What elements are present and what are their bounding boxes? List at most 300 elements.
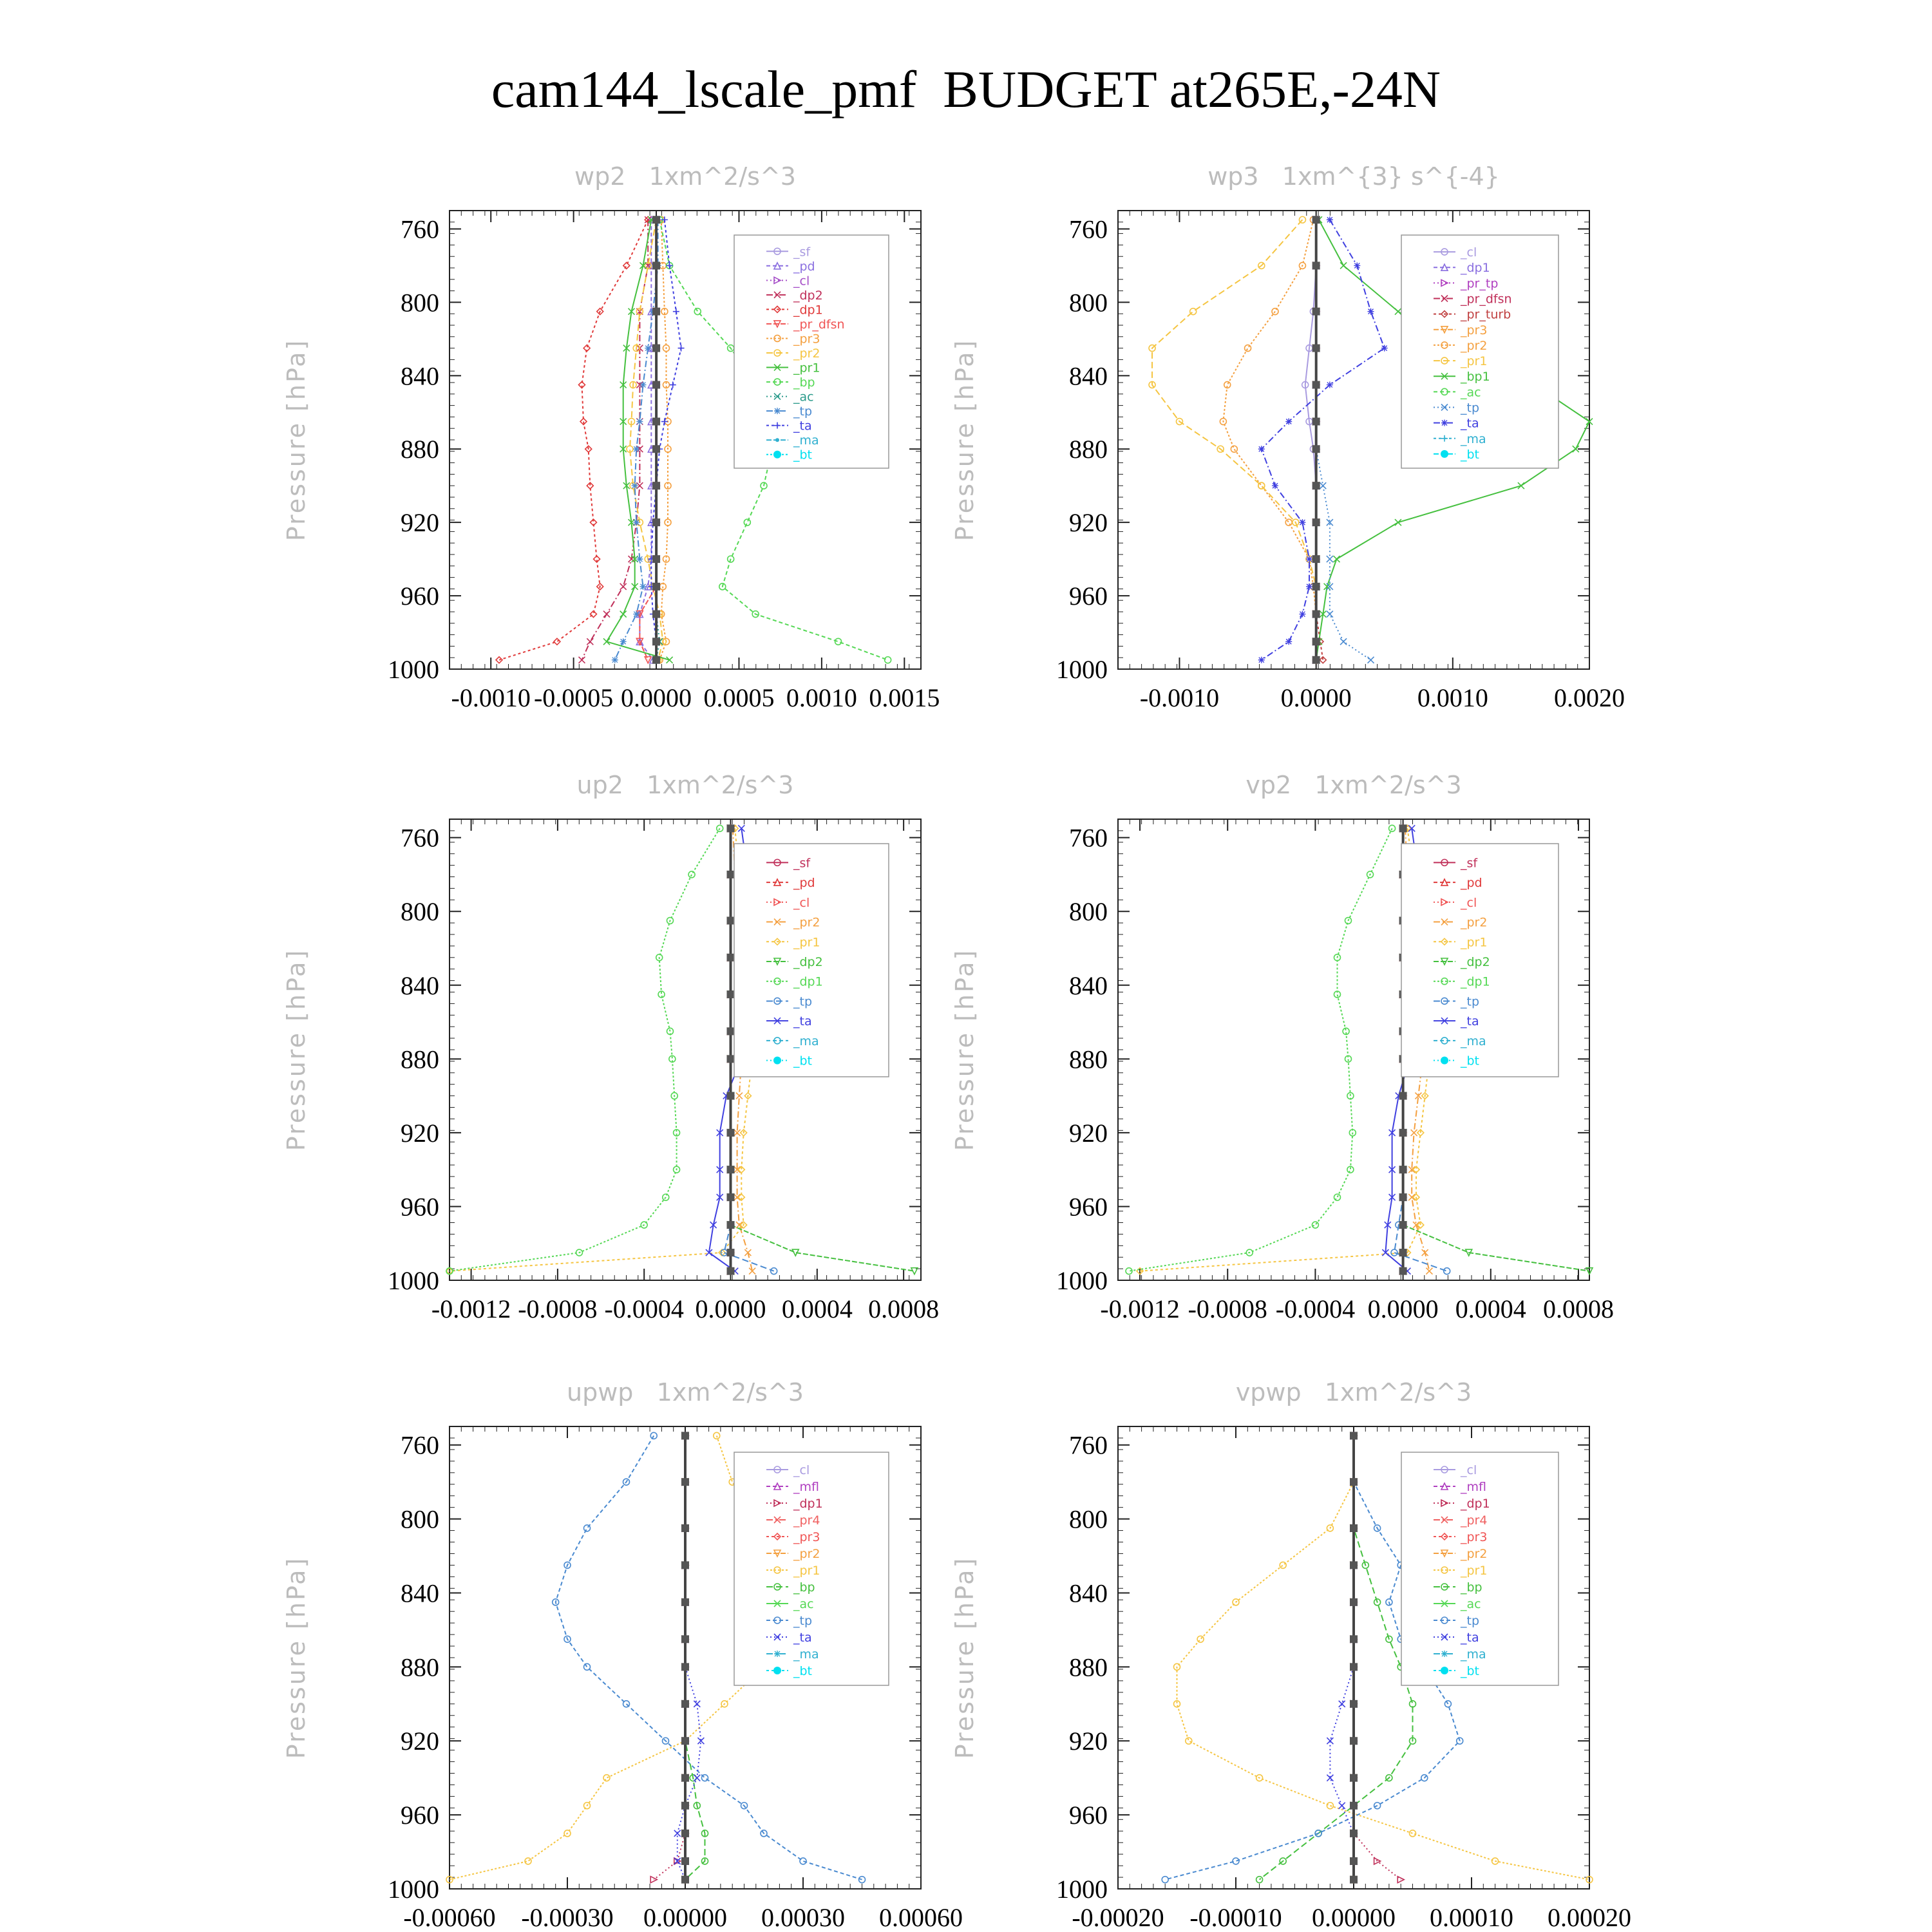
data-point <box>694 1775 700 1781</box>
legend <box>734 844 889 1077</box>
data-point <box>1381 345 1388 352</box>
data-point <box>1368 657 1374 663</box>
data-point <box>620 611 627 618</box>
data-point <box>1368 308 1374 315</box>
series-line-dp1 <box>450 828 720 1271</box>
x-tick-label: 0.0015 <box>869 683 940 712</box>
legend-label: _pr2 <box>1461 915 1488 930</box>
data-point <box>800 1858 806 1864</box>
series-line-cl <box>1305 220 1316 660</box>
y-tick-label: 760 <box>401 214 439 244</box>
data-point <box>1399 824 1407 832</box>
legend-label: _cl <box>793 895 810 910</box>
data-point <box>1197 1636 1204 1642</box>
data-point <box>681 1635 689 1643</box>
legend-label: _pr2 <box>793 915 820 930</box>
panel-5 <box>282 1378 963 1932</box>
data-point <box>681 1432 689 1439</box>
legend-label: _bt <box>793 448 813 462</box>
data-point <box>727 871 735 878</box>
x-tick-label: -0.0008 <box>1188 1294 1267 1323</box>
data-point <box>652 345 660 352</box>
data-point <box>859 1877 866 1883</box>
data-point <box>681 1737 689 1745</box>
legend-label: _ta <box>1461 416 1479 431</box>
y-tick-label: 880 <box>1069 1653 1108 1682</box>
legend-label: _sf <box>793 856 811 871</box>
data-point <box>1272 482 1278 489</box>
legend-label: _dp1 <box>793 1497 823 1511</box>
data-point <box>652 656 660 664</box>
series-line-dp1 <box>1129 828 1392 1271</box>
series-line-pr1 <box>450 828 754 1271</box>
x-tick-label: 0.0004 <box>1455 1294 1526 1323</box>
data-point <box>650 1432 657 1439</box>
y-tick-label: 960 <box>401 582 439 611</box>
data-point <box>727 1092 735 1100</box>
legend-label: _ac <box>1461 385 1481 400</box>
data-point <box>1444 1268 1450 1274</box>
legend-label: _pr_turb <box>1461 307 1511 322</box>
legend-label: _dp1 <box>1461 974 1490 989</box>
data-point <box>1397 1877 1404 1883</box>
y-tick-label: 1000 <box>1056 1266 1108 1295</box>
legend-label: _pr2 <box>793 1547 820 1561</box>
data-point <box>633 519 639 526</box>
y-tick-label: 880 <box>401 435 439 464</box>
data-point <box>1312 418 1320 426</box>
data-point <box>727 1027 735 1035</box>
legend-label: _pr2 <box>1461 1547 1488 1561</box>
data-point <box>640 583 647 590</box>
data-point <box>736 1093 743 1099</box>
data-point <box>1333 556 1340 562</box>
legend-label: _pr2 <box>793 346 820 361</box>
data-point <box>681 1561 689 1569</box>
legend-label: _pr1 <box>1461 935 1488 950</box>
data-point <box>1231 446 1237 452</box>
data-point <box>1350 1524 1358 1532</box>
data-point <box>1399 1249 1407 1256</box>
panel-title: up2 1xm^2/s^3 <box>576 771 794 799</box>
y-axis-label: Pressure [hPa] <box>282 338 310 542</box>
data-point <box>702 1775 708 1781</box>
data-point <box>1258 657 1265 663</box>
data-point <box>1285 519 1292 526</box>
data-point <box>1245 345 1251 352</box>
legend-label: _cl <box>793 1463 810 1477</box>
data-point <box>1312 482 1320 489</box>
data-point <box>1299 611 1305 618</box>
x-tick-label: 0.0000 <box>695 1294 766 1323</box>
data-point <box>1350 1774 1358 1782</box>
data-point <box>652 583 660 591</box>
panel-title: vp2 1xm^2/s^3 <box>1245 771 1462 799</box>
legend <box>1401 844 1558 1077</box>
panel-6 <box>951 1378 1631 1932</box>
y-tick-label: 800 <box>1069 1504 1108 1534</box>
data-point <box>1306 556 1312 562</box>
data-point <box>727 954 735 961</box>
data-point <box>554 638 560 645</box>
data-point <box>652 638 660 645</box>
data-point <box>674 1830 681 1837</box>
series-line-ta <box>677 1435 701 1879</box>
x-tick-label: 0.00030 <box>761 1903 845 1932</box>
data-point <box>603 611 610 618</box>
data-point <box>1426 1268 1432 1274</box>
x-tick-label: -0.00060 <box>403 1903 496 1932</box>
series-line-dp1 <box>1354 1435 1401 1879</box>
data-point <box>727 1166 735 1173</box>
legend-label: _pr3 <box>1461 323 1488 337</box>
y-tick-label: 880 <box>1069 435 1108 464</box>
data-point <box>727 990 735 998</box>
y-tick-label: 760 <box>1069 823 1108 853</box>
data-point <box>636 419 643 425</box>
legend-label: _pr_tp <box>1461 276 1499 291</box>
legend-label: _mfl <box>1461 1480 1486 1494</box>
data-point <box>1312 518 1320 526</box>
x-tick-label: 0.0000 <box>621 683 692 712</box>
legend-label: _pr1 <box>1461 354 1488 369</box>
legend-marker <box>773 451 781 459</box>
data-point <box>681 1876 689 1884</box>
data-point <box>652 381 660 389</box>
data-point <box>1190 308 1197 315</box>
legend-label: _dp2 <box>793 955 823 969</box>
data-point <box>1162 1877 1168 1883</box>
data-point <box>1399 1092 1407 1100</box>
legend-label: _dp2 <box>793 288 823 303</box>
legend-label: _tp <box>793 994 813 1009</box>
y-tick-label: 960 <box>1069 1801 1108 1830</box>
x-tick-label: 0.00000 <box>643 1903 727 1932</box>
y-tick-label: 920 <box>1069 508 1108 538</box>
legend-label: _pr2 <box>1461 338 1488 353</box>
data-point <box>678 345 685 352</box>
data-point <box>578 657 585 663</box>
y-tick-label: 1000 <box>1056 655 1108 684</box>
y-tick-label: 800 <box>401 897 439 927</box>
y-tick-label: 920 <box>401 1727 439 1756</box>
y-tick-label: 800 <box>401 1504 439 1534</box>
legend-label: _ma <box>1461 1034 1486 1048</box>
data-point <box>1391 1249 1397 1256</box>
data-point <box>1312 555 1320 563</box>
y-axis-label: Pressure [hPa] <box>951 948 979 1151</box>
y-tick-label: 880 <box>1069 1045 1108 1074</box>
data-point <box>620 583 627 590</box>
series-line-bp <box>685 1435 705 1879</box>
legend-label: _ta <box>1461 1014 1479 1029</box>
data-point <box>688 871 695 878</box>
data-point <box>1285 638 1292 645</box>
data-point <box>1312 445 1320 453</box>
data-point <box>727 824 735 832</box>
data-point <box>1350 1432 1358 1439</box>
x-tick-label: 0.00000 <box>1312 1903 1396 1932</box>
panel-title: upwp 1xm^2/s^3 <box>567 1378 804 1406</box>
data-point <box>1258 446 1265 452</box>
y-tick-label: 960 <box>401 1192 439 1222</box>
series-line-pr-dfsn <box>639 220 656 660</box>
data-point <box>612 657 618 663</box>
data-point <box>1339 1803 1345 1809</box>
legend-label: _pd <box>793 876 815 891</box>
data-point <box>727 1129 735 1137</box>
data-point <box>727 1221 735 1229</box>
legend-label: _pr3 <box>793 332 820 346</box>
figure-title: cam144_lscale_pmf BUDGET at265E,-24N <box>491 60 1441 118</box>
x-tick-label: 0.0020 <box>1554 683 1625 712</box>
data-point <box>1408 1194 1415 1200</box>
series-line-dp1 <box>499 220 648 660</box>
y-tick-label: 880 <box>401 1045 439 1074</box>
legend-label: _bt <box>793 1054 813 1068</box>
series-line-dp1 <box>654 1435 685 1879</box>
data-point <box>681 1857 689 1865</box>
x-tick-label: 0.0004 <box>781 1294 853 1323</box>
legend-marker <box>1441 1667 1448 1674</box>
x-tick-label: 0.00020 <box>1548 1903 1631 1932</box>
data-point <box>1312 308 1320 316</box>
y-tick-label: 800 <box>401 288 439 317</box>
data-point <box>1410 1830 1416 1837</box>
legend-label: _ma <box>793 433 819 448</box>
y-tick-label: 760 <box>1069 1430 1108 1460</box>
data-point <box>584 1663 591 1670</box>
legend-marker <box>1441 1057 1448 1065</box>
data-point <box>1256 1877 1263 1883</box>
data-point <box>1327 556 1333 562</box>
data-point <box>496 657 502 663</box>
legend-label: _ac <box>793 390 814 404</box>
data-point <box>727 1055 735 1063</box>
x-tick-label: 0.0008 <box>1542 1294 1614 1323</box>
legend-label: _pr1 <box>1461 1564 1488 1578</box>
legend-label: _tp <box>793 404 813 419</box>
data-point <box>1280 1562 1286 1568</box>
y-tick-label: 760 <box>1069 214 1108 244</box>
y-tick-label: 840 <box>1069 971 1108 1000</box>
y-tick-label: 920 <box>1069 1727 1108 1756</box>
data-point <box>584 1525 591 1531</box>
data-point <box>727 1267 735 1275</box>
series-line-pr1 <box>1140 828 1432 1271</box>
data-point <box>1339 1701 1345 1707</box>
data-point <box>1411 1130 1417 1136</box>
legend-label: _dp1 <box>793 974 823 989</box>
y-tick-label: 800 <box>1069 897 1108 927</box>
data-point <box>652 216 660 223</box>
data-point <box>681 1598 689 1606</box>
legend-label: _dp1 <box>1461 261 1490 276</box>
y-tick-label: 840 <box>401 971 439 1000</box>
legend <box>734 235 889 468</box>
data-point <box>694 1701 700 1707</box>
data-point <box>681 1663 689 1671</box>
data-point <box>727 917 735 925</box>
data-point <box>1350 1876 1358 1884</box>
data-point <box>603 1775 610 1781</box>
legend-label: _pd <box>1461 876 1482 891</box>
data-point <box>636 556 643 562</box>
x-tick-label: 0.0010 <box>1417 683 1488 712</box>
y-tick-label: 760 <box>401 823 439 853</box>
data-point <box>1340 262 1347 269</box>
legend-label: _pr4 <box>793 1513 820 1528</box>
legend-label: _ta <box>793 1631 812 1645</box>
data-point <box>1350 1478 1358 1486</box>
data-point <box>1399 1166 1407 1173</box>
panel-1 <box>282 162 940 712</box>
y-tick-label: 840 <box>1069 361 1108 391</box>
x-tick-label: -0.00030 <box>521 1903 614 1932</box>
data-point <box>1186 1738 1192 1744</box>
series-line-ta <box>1262 220 1385 660</box>
legend-label: _ta <box>793 1014 812 1029</box>
data-point <box>1312 1222 1318 1228</box>
legend-label: _ta <box>793 419 812 433</box>
data-point <box>744 519 750 526</box>
data-point <box>1350 1561 1358 1569</box>
legend-marker <box>773 1057 781 1065</box>
y-tick-label: 840 <box>401 1578 439 1608</box>
data-point <box>727 1249 735 1256</box>
legend-label: _pr_dfsn <box>1461 292 1512 307</box>
data-point <box>1350 1663 1358 1671</box>
data-point <box>714 1432 720 1439</box>
data-point <box>1258 482 1265 489</box>
data-point <box>1350 1598 1358 1606</box>
data-point <box>1299 519 1305 526</box>
data-point <box>1350 1700 1358 1708</box>
legend-label: _ta <box>1461 1631 1479 1645</box>
legend <box>734 1452 889 1685</box>
legend-label: _pr3 <box>1461 1530 1488 1544</box>
data-point <box>885 657 891 663</box>
series-line-ta <box>1330 1435 1354 1879</box>
x-tick-label: -0.00020 <box>1072 1903 1164 1932</box>
data-point <box>681 1700 689 1708</box>
legend-label: _pr_dfsn <box>793 317 845 332</box>
data-point <box>736 1222 743 1228</box>
data-point <box>681 1478 689 1486</box>
legend-label: _bt <box>1461 447 1480 462</box>
data-point <box>681 1830 689 1837</box>
legend-marker <box>1441 450 1448 458</box>
data-point <box>1312 583 1320 591</box>
y-tick-label: 760 <box>401 1430 439 1460</box>
legend-label: _mfl <box>793 1480 819 1494</box>
legend-label: _pr1 <box>793 935 820 950</box>
panel-4 <box>951 771 1614 1323</box>
legend-label: _bt <box>1461 1664 1480 1678</box>
x-tick-label: -0.0008 <box>518 1294 598 1323</box>
legend-label: _bp <box>793 375 815 390</box>
x-tick-label: 0.0010 <box>786 683 857 712</box>
legend-label: _sf <box>1461 856 1478 871</box>
y-tick-label: 1000 <box>388 1266 439 1295</box>
y-tick-label: 920 <box>401 508 439 538</box>
legend-label: _cl <box>1461 245 1477 260</box>
x-tick-label: -0.0004 <box>1275 1294 1356 1323</box>
data-point <box>1350 1802 1358 1810</box>
legend-marker <box>773 1667 781 1674</box>
data-point <box>1399 1193 1407 1201</box>
data-point <box>652 518 660 526</box>
legend-label: _tp <box>1461 994 1480 1009</box>
data-point <box>1399 1129 1407 1137</box>
legend-label: _dp1 <box>793 303 823 317</box>
x-tick-label: 0.0005 <box>703 683 775 712</box>
data-point <box>835 638 842 645</box>
legend-label: _tp <box>1461 1614 1480 1628</box>
data-point <box>623 1701 630 1707</box>
data-point <box>1312 611 1320 618</box>
legend-marker <box>774 1651 781 1657</box>
y-tick-label: 880 <box>401 1653 439 1682</box>
data-point <box>640 382 647 388</box>
data-point <box>652 445 660 453</box>
panel-2 <box>951 162 1625 712</box>
data-point <box>620 638 627 645</box>
data-point <box>1312 656 1320 664</box>
y-axis-label: Pressure [hPa] <box>951 1556 979 1759</box>
data-point <box>652 555 660 563</box>
legend-label: _pr4 <box>1461 1513 1488 1528</box>
legend-label: _sf <box>793 245 811 260</box>
data-point <box>603 638 610 645</box>
legend-marker <box>775 438 779 442</box>
y-tick-label: 840 <box>1069 1578 1108 1608</box>
data-point <box>1350 1737 1358 1745</box>
legend-marker <box>1441 420 1448 426</box>
data-point <box>1327 382 1333 388</box>
panel-title: wp3 1xm^{3} s^{-4} <box>1208 162 1500 191</box>
data-point <box>652 482 660 489</box>
legend-label: _bt <box>793 1664 813 1678</box>
data-point <box>1285 419 1292 425</box>
data-point <box>633 611 639 618</box>
legend-label: _pr1 <box>793 361 820 375</box>
x-tick-label: 0.00060 <box>879 1903 963 1932</box>
y-tick-label: 840 <box>401 361 439 391</box>
data-point <box>681 1524 689 1532</box>
data-point <box>1312 381 1320 389</box>
panel-title: vpwp 1xm^2/s^3 <box>1235 1378 1472 1406</box>
x-tick-label: 0.00010 <box>1430 1903 1513 1932</box>
legend-label: _pd <box>793 259 815 274</box>
data-point <box>1354 262 1360 269</box>
legend-label: _bp <box>1461 1580 1482 1595</box>
y-tick-label: 960 <box>401 1801 439 1830</box>
data-point <box>673 308 679 315</box>
data-point <box>670 382 676 388</box>
series-line-bp <box>1260 1435 1413 1879</box>
y-tick-label: 800 <box>1069 288 1108 317</box>
data-point <box>632 482 638 489</box>
x-tick-label: -0.0010 <box>451 683 531 712</box>
data-point <box>1350 1830 1358 1837</box>
x-tick-label: 0.0000 <box>1367 1294 1439 1323</box>
legend-label: _ma <box>1461 1647 1486 1662</box>
data-point <box>694 308 701 315</box>
data-point <box>652 308 660 316</box>
data-point <box>587 638 593 645</box>
legend-label: _pr1 <box>793 1564 820 1578</box>
